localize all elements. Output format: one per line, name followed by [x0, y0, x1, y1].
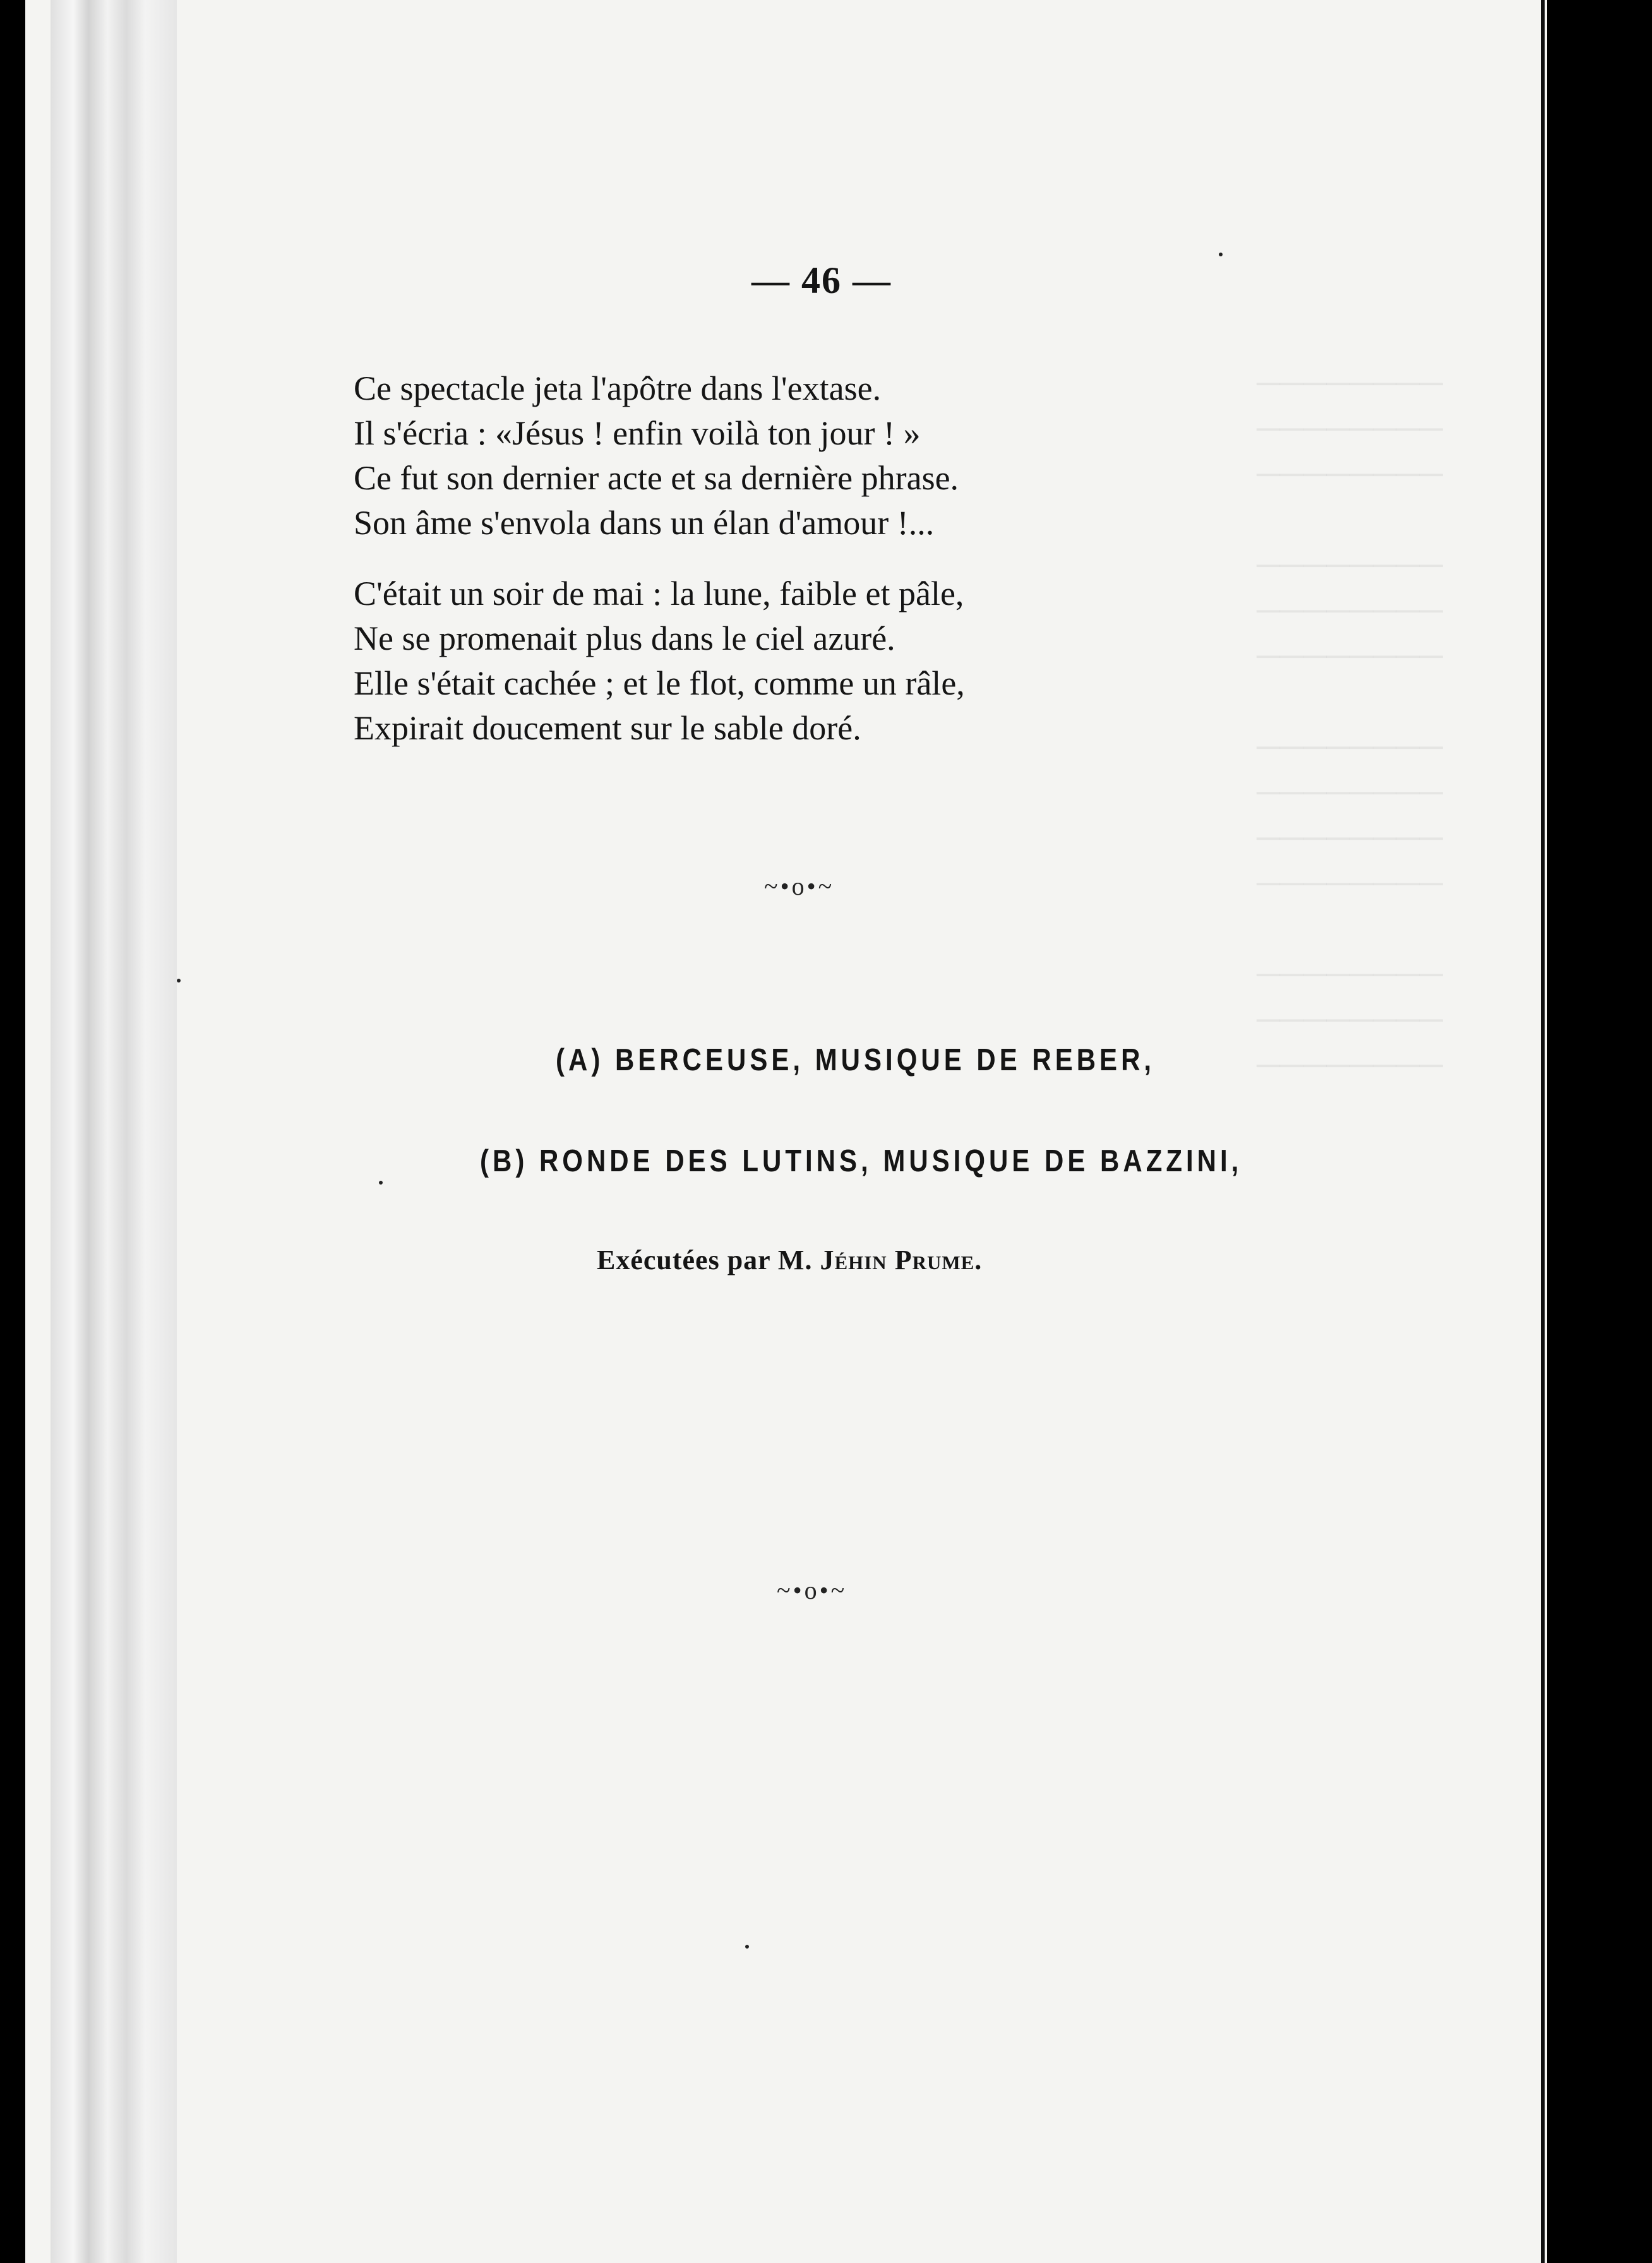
- heading-ronde: (B) RONDE DES LUTINS, MUSIQUE DE BAZZINI,: [480, 1143, 1243, 1178]
- speck: [1219, 253, 1223, 256]
- verse-line: C'était un soir de mai : la lune, faible et pâle,: [354, 575, 964, 612]
- verse-line: Ce fut son dernier acte et sa dernière phrase.: [354, 459, 959, 497]
- performer-name: Jéhin Prume.: [820, 1245, 983, 1275]
- performed-by: [597, 1244, 982, 1276]
- speck: [379, 1181, 383, 1185]
- heading-berceuse: (A) BERCEUSE, MUSIQUE DE REBER,: [556, 1042, 1156, 1077]
- speck: [177, 979, 181, 982]
- bleed-through-text: ──────── ──────── ──────── ──────── ──────── ──────── ──────── ──────── ──────── ──────── ──────── ──────── ────────: [1257, 366, 1443, 1084]
- stanza-2: [354, 571, 965, 751]
- verse-line: Elle s'était cachée ; et le flot, comme un râle,: [354, 664, 965, 702]
- page-number: — 46 —: [751, 260, 892, 301]
- page-edge-line: [1541, 0, 1545, 2263]
- scanned-page: [25, 0, 1547, 2263]
- stanza-1: [354, 366, 959, 546]
- performed-by-prefix: Exécutées par M.: [597, 1245, 820, 1275]
- verse-line: Ne se promenait plus dans le ciel azuré.: [354, 619, 895, 657]
- verse-line: Ce spectacle jeta l'apôtre dans l'extase.: [354, 369, 882, 407]
- book-edge: [51, 0, 177, 2263]
- verse-line: Expirait doucement sur le sable doré.: [354, 709, 861, 747]
- verse-line: Il s'écria : «Jésus ! enfin voilà ton jour ! »: [354, 414, 921, 452]
- ornament-divider: ~•o•~: [777, 1576, 847, 1604]
- ornament-divider: ~•o•~: [764, 872, 835, 900]
- speck: [745, 1945, 749, 1949]
- verse-line: Son âme s'envola dans un élan d'amour !...: [354, 504, 935, 542]
